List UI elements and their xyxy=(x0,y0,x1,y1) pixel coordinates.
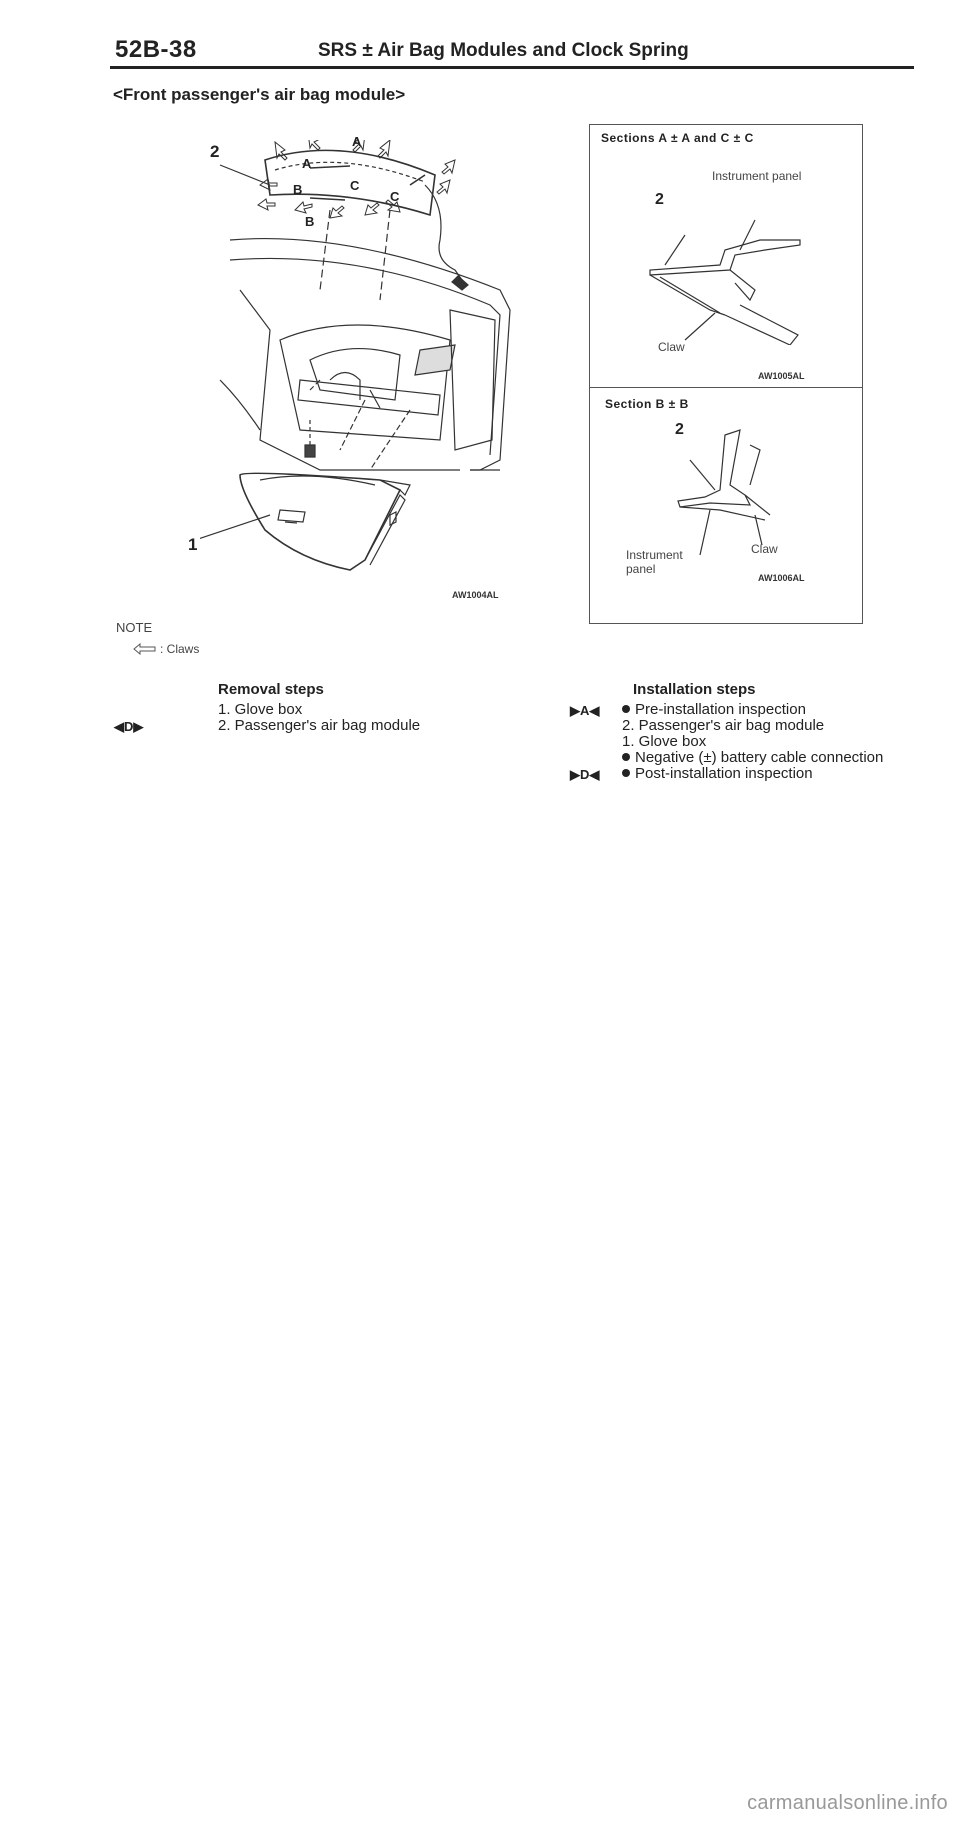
installation-heading: Installation steps xyxy=(633,681,756,698)
section-detail-panel xyxy=(589,124,863,624)
step-text: 1. Glove box xyxy=(218,701,303,718)
main-figure xyxy=(200,140,540,600)
bullet-icon xyxy=(622,769,630,777)
section-ac-title: Sections A ± A and C ± C xyxy=(601,131,754,145)
claw-icon xyxy=(133,643,157,655)
claw-label: Claw xyxy=(751,542,778,556)
section-b-callout-2: 2 xyxy=(675,421,684,438)
page-title: SRS ± Air Bag Modules and Clock Spring xyxy=(318,40,689,61)
instrument-panel-label: panel xyxy=(626,562,656,576)
step-text: 2. Passenger's air bag module xyxy=(218,717,421,734)
claw-label: Claw xyxy=(658,340,685,354)
panel-divider xyxy=(590,387,862,388)
page-number: 52B-38 xyxy=(115,36,197,63)
step-text: Negative (±) battery cable connection xyxy=(635,749,884,766)
instrument-panel-label: Instrument panel xyxy=(712,169,802,183)
label-b: B xyxy=(293,182,303,197)
removal-heading: Removal steps xyxy=(218,681,324,698)
footer-watermark[interactable]: carmanualsonline.info xyxy=(747,1792,948,1814)
callout-2: 2 xyxy=(210,142,220,161)
label-c: C xyxy=(390,189,400,204)
label-a: A xyxy=(302,156,312,171)
bullet-icon xyxy=(622,705,630,713)
step-marker: ▶D◀ xyxy=(570,767,600,782)
label-a: A xyxy=(352,134,362,149)
section-ac-code: AW1005AL xyxy=(758,371,805,381)
note-legend: : Claws xyxy=(160,642,200,656)
section-b-code: AW1006AL xyxy=(758,573,805,583)
instrument-panel-label: Instrument xyxy=(626,548,683,562)
section-ac-drawing xyxy=(640,195,840,345)
figure-code: AW1004AL xyxy=(452,590,499,600)
step-text: Pre-installation inspection xyxy=(635,701,806,718)
label-b: B xyxy=(305,214,315,229)
step-text: Post-installation inspection xyxy=(635,765,813,782)
label-c: C xyxy=(350,178,360,193)
section-title: <Front passenger's air bag module> xyxy=(113,85,406,104)
section-ac-callout-2: 2 xyxy=(655,191,664,208)
bullet-icon xyxy=(622,753,630,761)
header-rule xyxy=(110,66,914,69)
step-marker: ◀D▶ xyxy=(114,719,144,734)
step-text: 1. Glove box xyxy=(622,733,707,750)
callout-1: 1 xyxy=(188,535,198,554)
step-marker: ▶A◀ xyxy=(570,703,600,718)
note-heading: NOTE xyxy=(116,620,153,635)
step-text: 2. Passenger's air bag module xyxy=(622,717,825,734)
section-b-title: Section B ± B xyxy=(605,397,689,411)
